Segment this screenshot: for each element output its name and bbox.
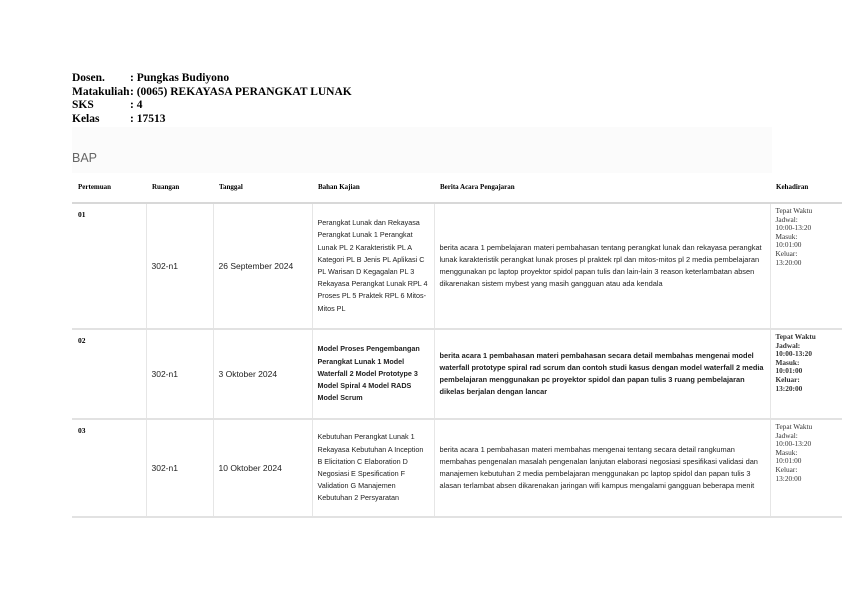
kehadiran-masuk-label: Masuk:	[775, 447, 798, 457]
kehadiran-keluar-value: 13:20:00	[775, 383, 803, 393]
header-tanggal: Tanggal	[213, 172, 312, 203]
cell-pertemuan: 03	[72, 419, 146, 517]
cell-pertemuan: 02	[72, 329, 146, 419]
cell-ruangan: 302-n1	[146, 203, 213, 329]
table-row	[72, 329, 842, 419]
kehadiran-keluar-value: 13:20:00	[775, 473, 802, 483]
cell-bahan-kajian: Model Proses Pengembangan Perangkat Lunak 1 Model Waterfall 2 Model Prototype 3 Model Spiral 4 Model RADS Model Scrum	[312, 329, 434, 419]
kehadiran-keluar-label: Keluar:	[775, 248, 798, 258]
kehadiran-jadwal-value: 10:00-13:20	[775, 223, 812, 233]
section-title: BAP	[72, 151, 98, 165]
header-kehadiran: Kehadiran	[770, 172, 842, 203]
kehadiran-keluar-label: Keluar:	[775, 374, 800, 384]
table-header-row	[72, 172, 842, 203]
cell-kehadiran	[770, 419, 842, 517]
header-berita-acara: Berita Acara Pengajaran	[434, 172, 770, 203]
sks-row	[72, 99, 352, 113]
bap-table	[72, 172, 842, 518]
cell-pertemuan: 01	[72, 203, 146, 329]
kehadiran-masuk-label: Masuk:	[775, 231, 798, 241]
kehadiran-jadwal-value: 10:00-13:20	[775, 349, 812, 359]
matakuliah-value: : (0065) REKAYASA PERANGKAT LUNAK	[130, 85, 352, 98]
kelas-label: Kelas	[72, 112, 100, 125]
cell-kehadiran	[770, 203, 842, 329]
cell-berita-acara: berita acara 1 pembahasan materi pembahasan secara detail membahas mengenai model waterfall prototype spiral rad scrum dan contoh studi kasus dengan model waterfall 2 media pembelajaran menggunakan pc proyektor spidol dan papan tulis 3 ruang pembelajaran dikelas berjalan dengan lancar	[434, 329, 770, 419]
table-row	[72, 203, 842, 329]
cell-berita-acara: berita acara 1 pembelajaran materi pembahasan tentang perangkat lunak dan rekayasa perangkat lunak karakteristik perangkat lunak proses pl praktek rpl dan mitos-mitos pl 2 media pembelajaran menggunakan pc laptop proyektor spidol papan tulis dan lain-lain 3 reason keterlambatan absen dikarenakan sistem mybest yang masih gangguan atau ada kendala	[434, 203, 770, 329]
kehadiran-masuk-value: 10:01:00	[775, 456, 802, 466]
header-bahan-kajian: Bahan Kajian	[312, 172, 434, 203]
kehadiran-jadwal-value: 10:00-13:20	[775, 439, 812, 449]
header-ruangan: Ruangan	[146, 172, 213, 203]
dosen-row	[72, 72, 352, 86]
cell-bahan-kajian: Perangkat Lunak dan Rekayasa Perangkat Lunak 1 Perangkat Lunak PL 2 Karakteristik PL A Kategori PL B Jenis PL Aplikasi C PL Warisan D Kegagalan PL 3 Rekayasa Perangkat Lunak RPL 4 Proses PL 5 Praktek RPL 6 Mitos-Mitos PL	[312, 203, 434, 329]
cell-tanggal: 10 Oktober 2024	[213, 419, 312, 517]
cell-tanggal: 3 Oktober 2024	[213, 329, 312, 419]
kehadiran-jadwal-label: Jadwal:	[775, 430, 798, 440]
sks-value: : 4	[130, 99, 143, 112]
dosen-label: Dosen.	[72, 72, 105, 84]
kehadiran-masuk-value: 10:01:00	[775, 366, 803, 376]
kelas-value: : 17513	[130, 112, 166, 125]
kehadiran-keluar-label: Keluar:	[775, 464, 798, 474]
cell-ruangan: 302-n1	[146, 419, 213, 517]
cell-tanggal: 26 September 2024	[213, 203, 312, 329]
matakuliah-label: Matakuliah	[72, 85, 130, 98]
kehadiran-status: Tepat Waktu	[775, 332, 816, 341]
kehadiran-masuk-value: 10:01:00	[775, 240, 802, 250]
kelas-row	[72, 113, 352, 127]
kehadiran-masuk-label: Masuk:	[775, 357, 800, 367]
kehadiran-status: Tepat Waktu	[775, 206, 813, 215]
table-row	[72, 419, 842, 517]
header-pertemuan: Pertemuan	[72, 172, 146, 203]
matakuliah-row	[72, 86, 352, 100]
cell-ruangan: 302-n1	[146, 329, 213, 419]
section-band	[72, 127, 772, 173]
kehadiran-jadwal-label: Jadwal:	[775, 214, 798, 224]
dosen-value: : Pungkas Budiyono	[130, 72, 230, 84]
kehadiran-jadwal-label: Jadwal:	[775, 340, 801, 350]
cell-kehadiran	[770, 329, 842, 419]
kehadiran-keluar-value: 13:20:00	[775, 257, 802, 267]
cell-berita-acara: berita acara 1 pembahasan materi membahas mengenai tentang secara detail rangkuman membahas pengenalan masalah pengenalan lanjutan elaborasi negosiasi spesifikasi validasi dan manajemen kebutuhan 2 media pembelajaran menggunakan pc laptop spidol dan papan tulis 3 alasan terlambat absen dikarenakan jaringan wifi kampus mengalami gangguan beberapa menit	[434, 419, 770, 517]
cell-bahan-kajian: Kebutuhan Perangkat Lunak 1 Rekayasa Kebutuhan A Inception B Elicitation C Elaboration D Negosiasi E Spesification F Validation G Manajemen Kebutuhan 2 Persyaratan	[312, 419, 434, 517]
kehadiran-status: Tepat Waktu	[775, 422, 813, 431]
sks-label: SKS	[72, 99, 94, 112]
